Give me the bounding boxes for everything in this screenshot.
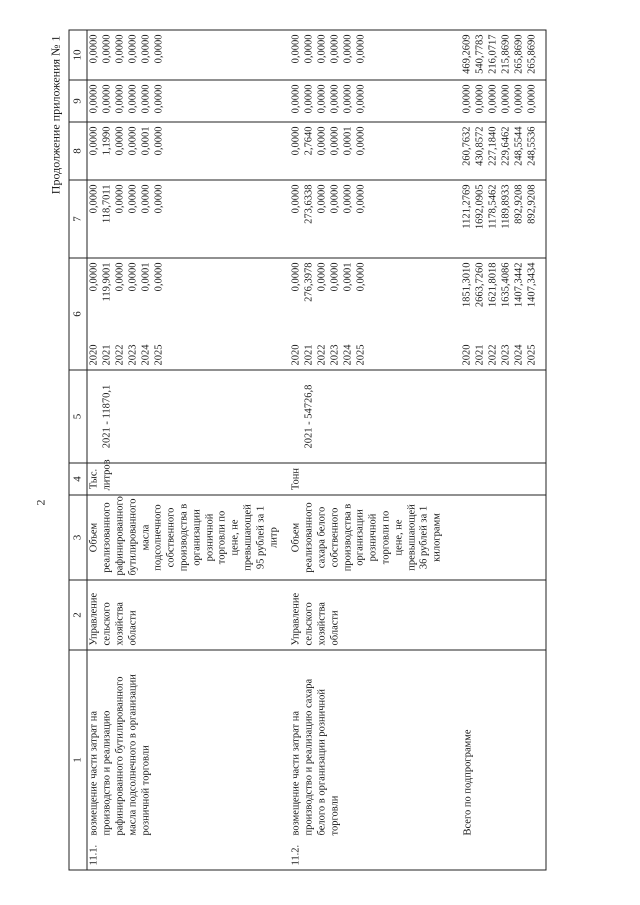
value-cell-col7: 0,0000 273,6338 0,0000 0,0000 0,0000 0,0000 [289,180,445,258]
total-col9: 0,0000 0,0000 0,0000 0,0000 0,0000 0,0000 [453,80,546,122]
page-number: 2 [33,499,47,505]
row-number: 11.2. [290,844,302,865]
program-table [68,29,546,870]
table-row-11-1 [87,30,281,870]
year-value-cell: 2020 0,0000 2021 276,3978 2022 0,0000 2023 0,0000 2024 0,0001 2025 0,0000 [289,258,445,370]
unit-cell: Тонн [289,463,445,495]
year-value-cell: 2020 0,0000 2021 119,9001 2022 0,0000 2023 0,0000 2024 0,0001 2025 0,0000 [87,258,281,370]
indicator-cell: Объем реализованного рафинированного бутилированного масла подсолнечного собственного производства в организации розничной торговли по цене, не превышающей 95 рублей за 1 литр [87,495,281,580]
total-col8: 260,7632 430,8572 227,1840 229,6462 248,5544 248,5536 [453,122,546,180]
header-cell: 6 [69,258,87,370]
value-cell-col7: 0,0000 118,7011 0,0000 0,0000 0,0000 0,0000 [87,180,281,258]
measure-cell [87,650,281,870]
target-cell: 2021 - 54726,8 [289,370,445,463]
total-col10: 469,2609 540,7783 216,0717 215,8690 265,8690 265,8690 [453,30,546,80]
spacer-row [281,30,289,870]
header-cell: 9 [69,80,87,122]
value-cell-col8: 0,0000 2,7640 0,0000 0,0000 0,0001 0,0000 [289,122,445,180]
value-cell-col9: 0,0000 0,0000 0,0000 0,0000 0,0000 0,0000 [87,80,281,122]
row-number: 11.1. [88,844,100,865]
header-cell: 4 [69,463,87,495]
value-cell-col9: 0,0000 0,0000 0,0000 0,0000 0,0000 0,0000 [289,80,445,122]
total-year-value-cell: 2020 1851,3010 2021 2663,7260 2022 1621,8018 2023 1635,4086 2024 1407,3442 2025 1407,3434 [453,258,546,370]
spacer-row [445,30,453,870]
indicator-cell: Объем реализованного сахара белого собственного производства в организации розничной торговли по цене, не превышающей 36 рублей за 1 килограмм [289,495,445,580]
header-cell: 2 [69,580,87,650]
header-cell: 7 [69,180,87,258]
header-cell: 1 [69,650,87,870]
header-row [69,30,87,870]
responsible-cell: Управление сельского хозяйства области [289,580,445,650]
responsible-cell: Управление сельского хозяйства области [87,580,281,650]
value-cell-col8: 0,0000 1,1990 0,0000 0,0000 0,0001 0,0000 [87,122,281,180]
value-cell-col10: 0,0000 0,0000 0,0000 0,0000 0,0000 0,0000 [87,30,281,80]
header-cell: 10 [69,30,87,80]
target-cell: 2021 - 11870,1 [87,370,281,463]
unit-cell: Тыс. литров [87,463,281,495]
value-cell-col10: 0,0000 0,0000 0,0000 0,0000 0,0000 0,0000 [289,30,445,80]
total-col7: 1121,2769 1692,0905 1178,5462 1189,8933 892,9208 892,9208 [453,180,546,258]
measure-cell [289,650,445,870]
total-label-cell [453,650,546,870]
header-cell: 5 [69,370,87,463]
table-row-total [453,30,546,870]
header-cell: 3 [69,495,87,580]
header-cell: 8 [69,122,87,180]
continuation-caption: Продолжение приложения № 1 [48,35,62,194]
measure-text: возмещение части затрат на производство и реализацию рафинированного бутилированного масла подсолнечного в организации розничной торговли [88,673,151,835]
table-row-11-2 [289,30,445,870]
measure-text: возмещение части затрат на производство и реализацию сахара белого в организации розничной торговли [290,678,340,835]
total-label: Всего по подпрограмме [461,728,473,835]
